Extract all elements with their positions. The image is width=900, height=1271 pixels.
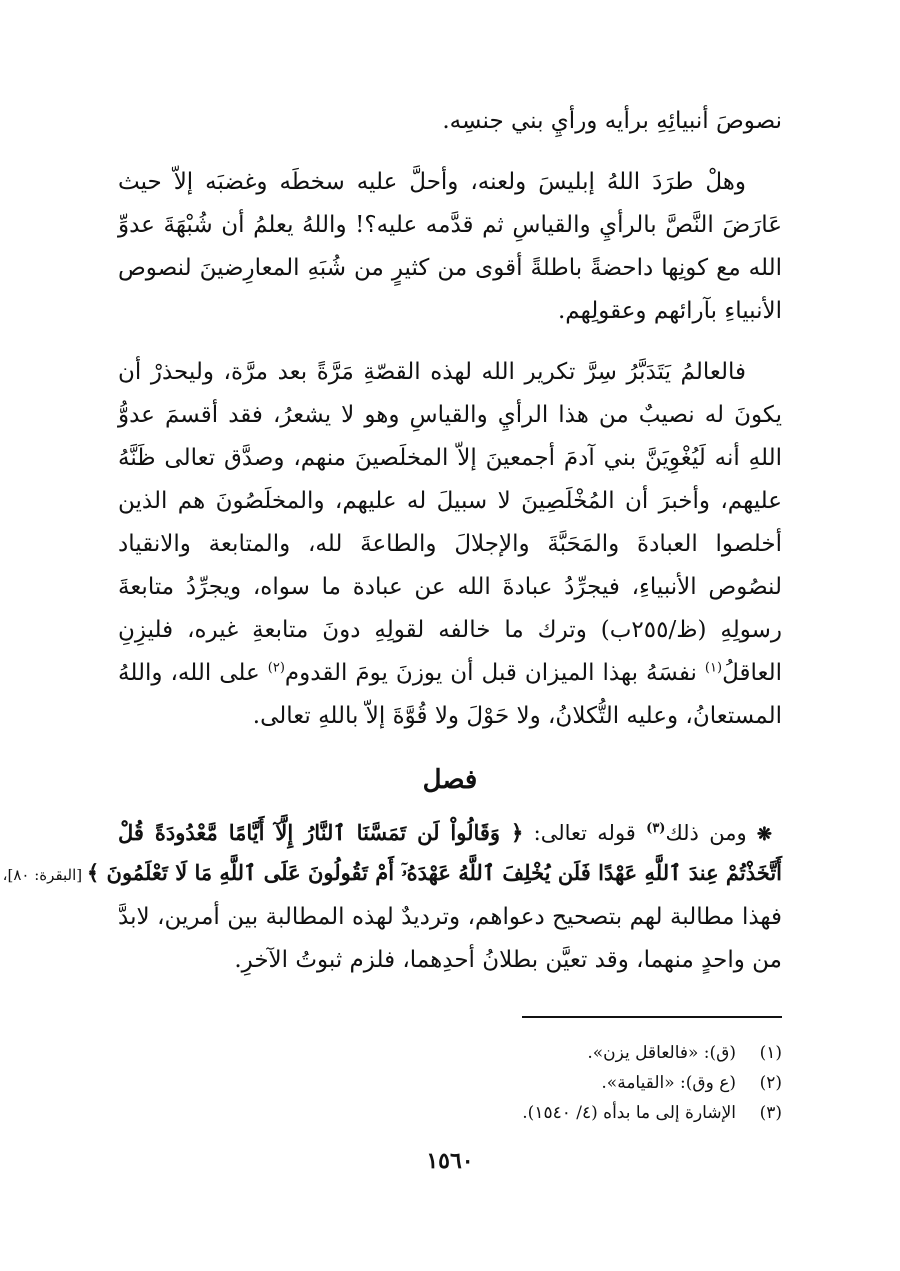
section-heading: فصل (422, 765, 478, 795)
paragraph-3-text-c: على الله، واللهُ المستعانُ، وعليه التُّكلانُ، ولا حَوْلَ ولا قُوَّةَ إلاّ باللهِ تعالى. (118, 660, 782, 729)
verse-line-1 (118, 814, 782, 854)
verse-text-1: ﴿ وَقَالُواْ لَن تَمَسَّنَا ٱلنَّارُ إِلَّآ أَيَّامًا مَّعْدُودَةً قُلْ (118, 820, 524, 845)
footnote-3 (118, 1098, 782, 1128)
paragraph-3 (118, 351, 782, 738)
footnote-1-text: (ق): «فالعاقل يزن». (587, 1043, 736, 1063)
footnote-marker-2: (٢) (267, 660, 285, 676)
verse-reference: [البقرة: ٨٠]، (2, 866, 87, 884)
paragraph-1: نصوصَ أنبيائِهِ برأيه ورأيِ بني جنسِه. (442, 108, 782, 134)
star-icon: ❋ (756, 824, 772, 845)
footnote-1-number: (١) (759, 1043, 782, 1063)
page-number: ١٥٦٠ (426, 1148, 474, 1174)
verse-line-2 (2, 854, 782, 894)
footnote-3-number: (٣) (759, 1103, 782, 1123)
footnote-divider (522, 1016, 782, 1018)
paragraph-3-text-b: نفسَهُ بهذا الميزان قبل أن يوزنَ يومَ القدوم (284, 660, 705, 686)
section-intro-after: قوله تعالى: (523, 821, 647, 845)
section-intro: ومن ذلك (665, 821, 757, 845)
footnote-1 (118, 1038, 782, 1068)
paragraph-2: وهلْ طرَدَ اللهُ إبليسَ ولعنه، وأحلَّ عليه سخطَه وغضبَه إلاّ حيث عَارَضَ النَّصَّ بالرأيِ والقياسِ ثم قدَّمه عليه؟! واللهُ يعلمُ أن شُبْهَةَ عدوِّ الله مع كونِها داحضةً باطلةً أقوى من كثيرٍ من شُبَهِ المعارِضينَ لنصوص الأنبياءِ بآرائهم وعقولِهم. (118, 169, 782, 324)
section-body: فهذا مطالبة لهم بتصحيح دعواهم، وترديدٌ لهذه المطالبة بين أمرين، لابدَّ من واحدٍ منهما، وقد تعيَّن بطلانُ أحدِهما، فلزم ثبوتُ الآخرِ. (118, 904, 782, 973)
footnote-2-text: (ع وق): «القيامة». (601, 1073, 736, 1093)
paragraph-3-text-a: فالعالمُ يَتَدَبَّرُ سِرَّ تكرير الله لهذه القصّةِ مَرَّةً بعد مرَّة، وليحذرْ أن يكونَ له نصيبٌ من هذا الرأيِ والقياسِ وهو لا يشعرُ، فقد أقسمَ عدوُّ اللهِ أنه لَيُغْوِيَنَّ بني آدمَ أجمعينَ إلاّ المخلَصينَ منهم، وصدَّق تعالى ظَنَّهُ عليهم، وأخبرَ أن المُخْلَصِينَ لا سبيلَ له عليهم، والمخلَصُونَ هم الذين أخلصوا العبادةَ والمَحَبَّةَ والإجلالَ والطاعةَ لله، والمتابعة والانقياد لنصُوص الأنبياءِ، فيجرِّدُ عبادةَ الله عن عبادة ما سواه، ويجرِّدُ متابعةَ رسولِهِ (ظ/٢٥٥ب) وترك ما خالفه لقولِهِ دونَ متابعةِ غيره، فليزِنِ العاقلُ (118, 359, 782, 686)
footnote-marker-3: (٣) (646, 821, 666, 836)
footnote-2-number: (٢) (759, 1073, 782, 1093)
verse-text-2: أَتَّخَذْتُمْ عِندَ ٱللَّهِ عَهْدًا فَلَن يُخْلِفَ ٱللَّهُ عَهْدَهُۥٓ أَمْ تَقُولُونَ عَلَى ٱللَّهِ مَا لَا تَعْلَمُونَ ﴾ (86, 860, 782, 885)
footnote-3-text: الإشارة إلى ما بدأه (٤/ ١٥٤٠). (522, 1103, 736, 1123)
quran-verse-block (2, 814, 782, 894)
footnote-2 (118, 1068, 782, 1098)
footnote-marker-1: (١) (704, 660, 723, 676)
